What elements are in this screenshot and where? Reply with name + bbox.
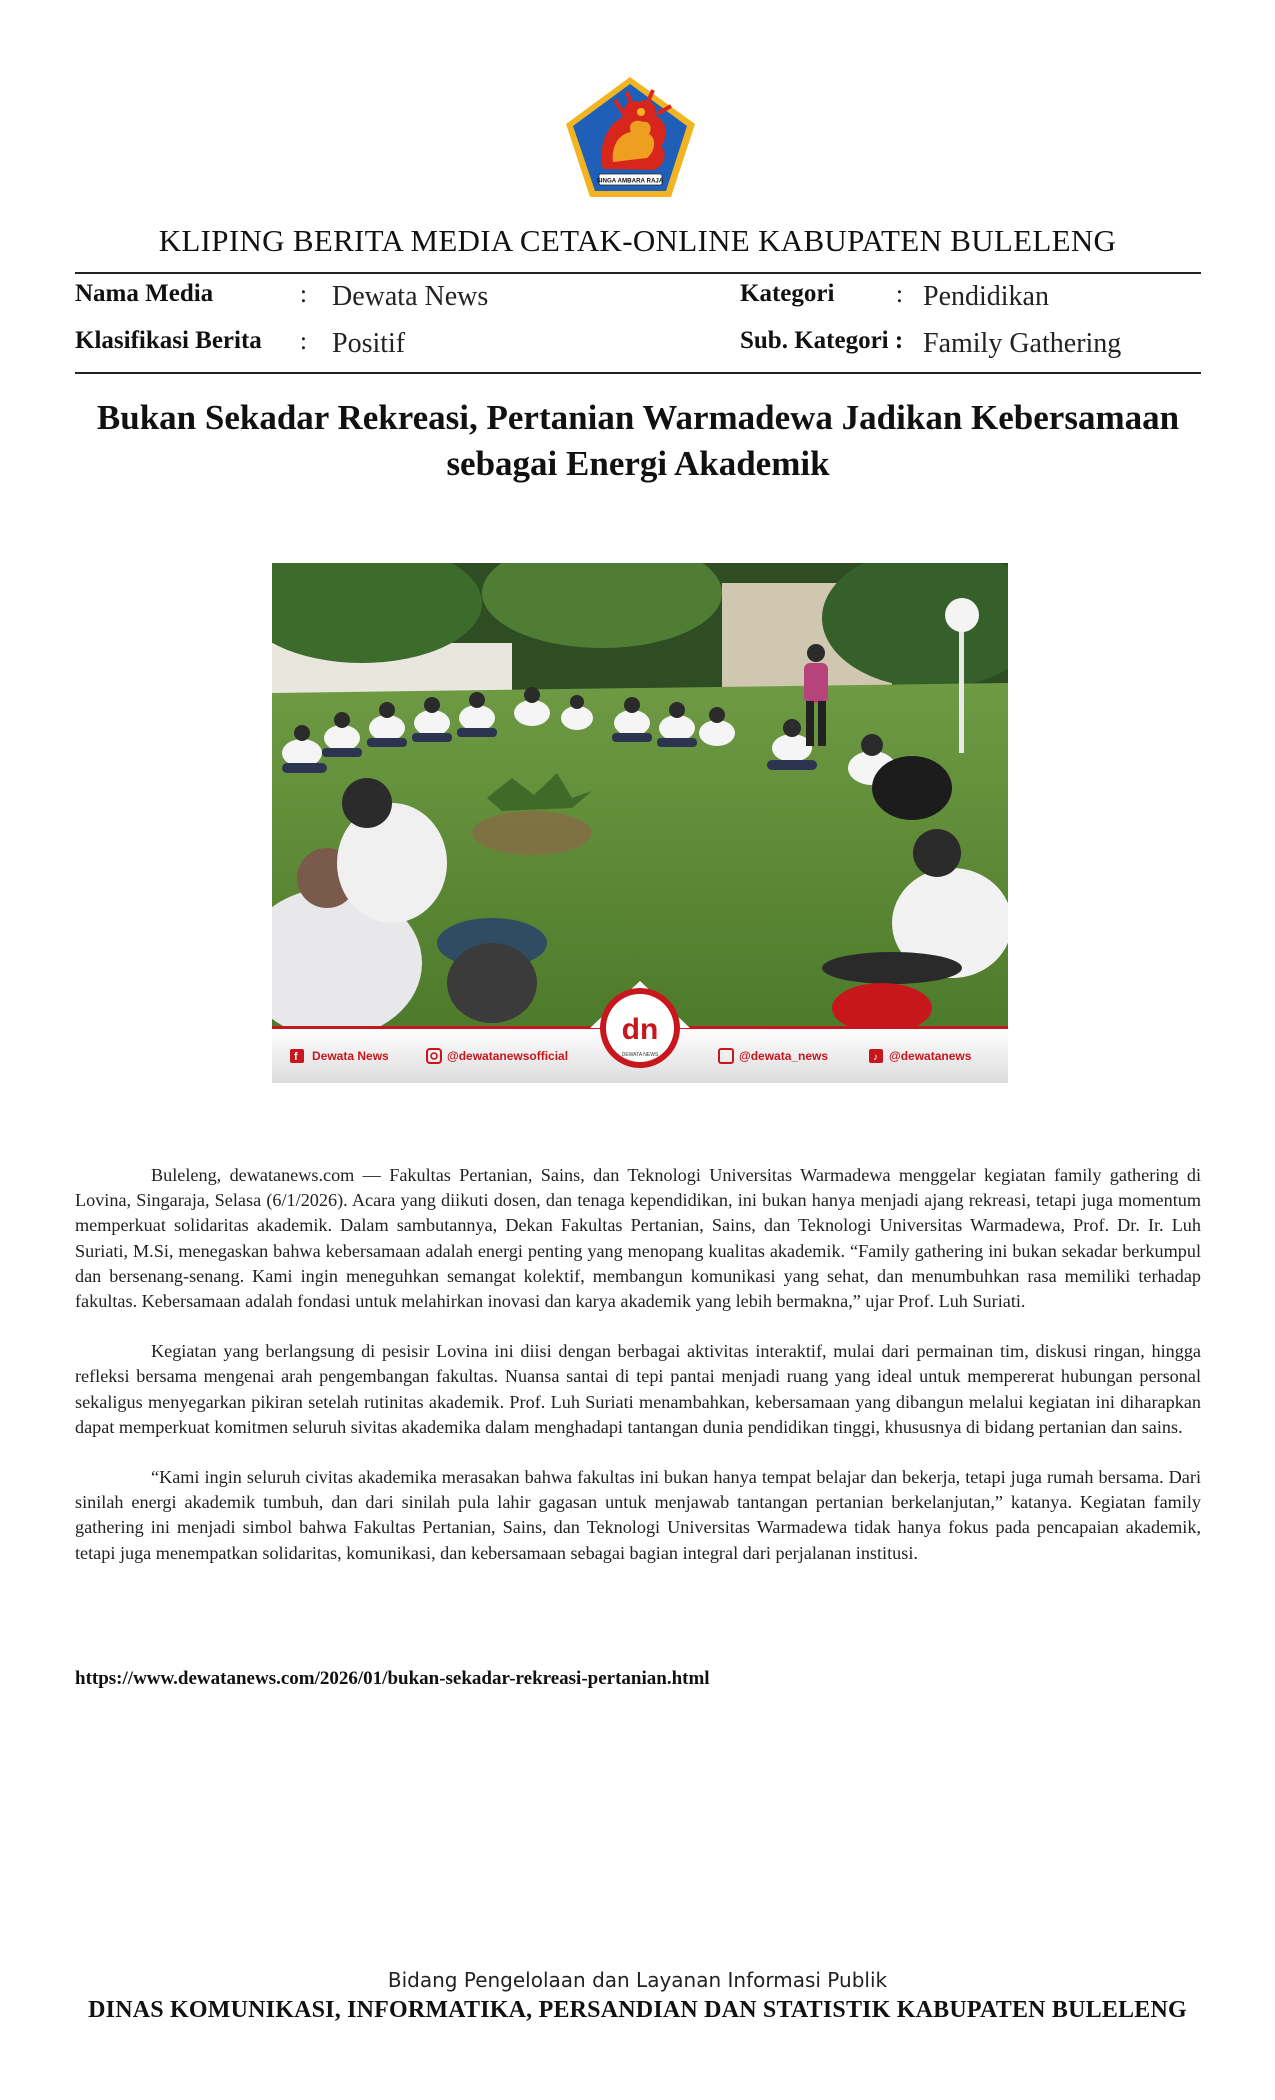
article-paragraph-2: Kegiatan yang berlangsung di pesisir Lovina ini diisi dengan berbagai aktivitas interaktif, mulai dari permainan tim, diskusi ringan, hingga refleksi bersama mengenai arah pengembangan fakultas. Nuansa santai di tepi pantai menjadi ruang yang ideal untuk mempererat hubungan personal sekaligus menyegarkan pikiran setelah rutinitas akademik. Prof. Luh Suriati menambahkan, kebersamaan yang dibangun melalui kegiatan ini diharapkan dapat memperkuat komitmen seluruh sivitas akademika dalam menghadapi tantangan dunia pendidikan tinggi, khususnya di bidang pertanian dan sains. (75, 1341, 1201, 1437)
article-paragraph-3: “Kami ingin seluruh civitas akademika merasakan bahwa fakultas ini bukan hanya tempat belajar dan bekerja, tetapi juga rumah bersama. Dari sinilah energi akademik tumbuh, dan dari sinilah pula lahir gagasan untuk menjawab tantangan pertanian berkelanjutan,” katanya. Kegiatan family gathering ini menjadi simbol bahwa Fakultas Pertanian, Sains, dan Teknologi Universitas Warmadewa tidak hanya fokus pada pencapaian akademik, tetapi juga menempatkan solidaritas, komunikasi, dan kebersamaan sebagai bagian integral dari perjalanan institusi. (75, 1467, 1201, 1563)
clipping-title: KLIPING BERITA MEDIA CETAK-ONLINE KABUPATEN BULELENG (158, 223, 1117, 258)
svg-text:♪: ♪ (873, 1052, 878, 1063)
source-url-link[interactable]: https://www.dewatanews.com/2026/01/bukan-sekadar-rekreasi-pertanian.html (75, 1668, 710, 1689)
kategori-value: Pendidikan (923, 281, 1049, 312)
klasifikasi-colon: : (300, 328, 307, 355)
nama-media-value: Dewata News (332, 281, 489, 312)
facebook-handle: Dewata News (312, 1049, 389, 1063)
svg-text:f: f (294, 1051, 298, 1063)
crest-motto: SINGA AMBARA RAJA (596, 177, 664, 185)
sub-kategori-value: Family Gathering (923, 328, 1122, 359)
klasifikasi-value: Positif (332, 328, 406, 359)
article-headline: Bukan Sekadar Rekreasi, Pertanian Warmadewa Jadikan Kebersamaan sebagai Energi Akademik (96, 398, 1180, 483)
dewata-news-logo-caption: DEWATA NEWS (621, 1052, 659, 1058)
sub-kategori-label: Sub. Kategori : (740, 327, 904, 354)
nama-media-colon: : (300, 281, 307, 308)
news-photo (272, 563, 1008, 1083)
footer-division: Bidang Pengelolaan dan Layanan Informasi Publik (387, 1968, 888, 1992)
dewata-news-logo-letters: dn (621, 1013, 659, 1046)
kategori-label: Kategori (740, 280, 835, 307)
buleleng-crest-logo (563, 74, 698, 200)
tiktok-handle: @dewatanews (889, 1049, 972, 1063)
header-divider-bottom (75, 372, 1201, 374)
klasifikasi-label: Klasifikasi Berita (75, 327, 262, 354)
header-divider-top (75, 272, 1201, 274)
article-body (75, 1163, 1201, 1591)
kategori-colon: : (896, 281, 903, 308)
instagram-handle: @dewatanewsofficial (447, 1049, 569, 1063)
article-paragraph-1: Buleleng, dewatanews.com — Fakultas Pertanian, Sains, dan Teknologi Universitas Warmadewa menggelar kegiatan family gathering di Lovina, Singaraja, Selasa (6/1/2026). Acara yang diikuti dosen, dan tenaga kependidikan, ini bukan hanya menjadi ajang rekreasi, tetapi juga momentum memperkuat solidaritas akademik. Dalam sambutannya, Dekan Fakultas Pertanian, Sains, dan Teknologi Universitas Warmadewa, Prof. Dr. Ir. Luh Suriati, M.Si, menegaskan bahwa kebersamaan adalah energi penting yang menopang kualitas akademik. “Family gathering ini bukan sekadar berkumpul dan bersenang-senang. Kami ingin meneguhkan semangat kolektif, membangun komunikasi yang sehat, dan menumbuhkan rasa memiliki terhadap fakultas. Kebersamaan adalah fondasi untuk melahirkan inovasi dan karya akademik yang lebih bermakna,” ujar Prof. Luh Suriati. (75, 1165, 1201, 1312)
twitter-handle: @dewata_news (739, 1049, 829, 1063)
footer-agency: DINAS KOMUNIKASI, INFORMATIKA, PERSANDIAN DAN STATISTIK KABUPATEN BULELENG (88, 1997, 1187, 2023)
nama-media-label: Nama Media (75, 280, 214, 307)
